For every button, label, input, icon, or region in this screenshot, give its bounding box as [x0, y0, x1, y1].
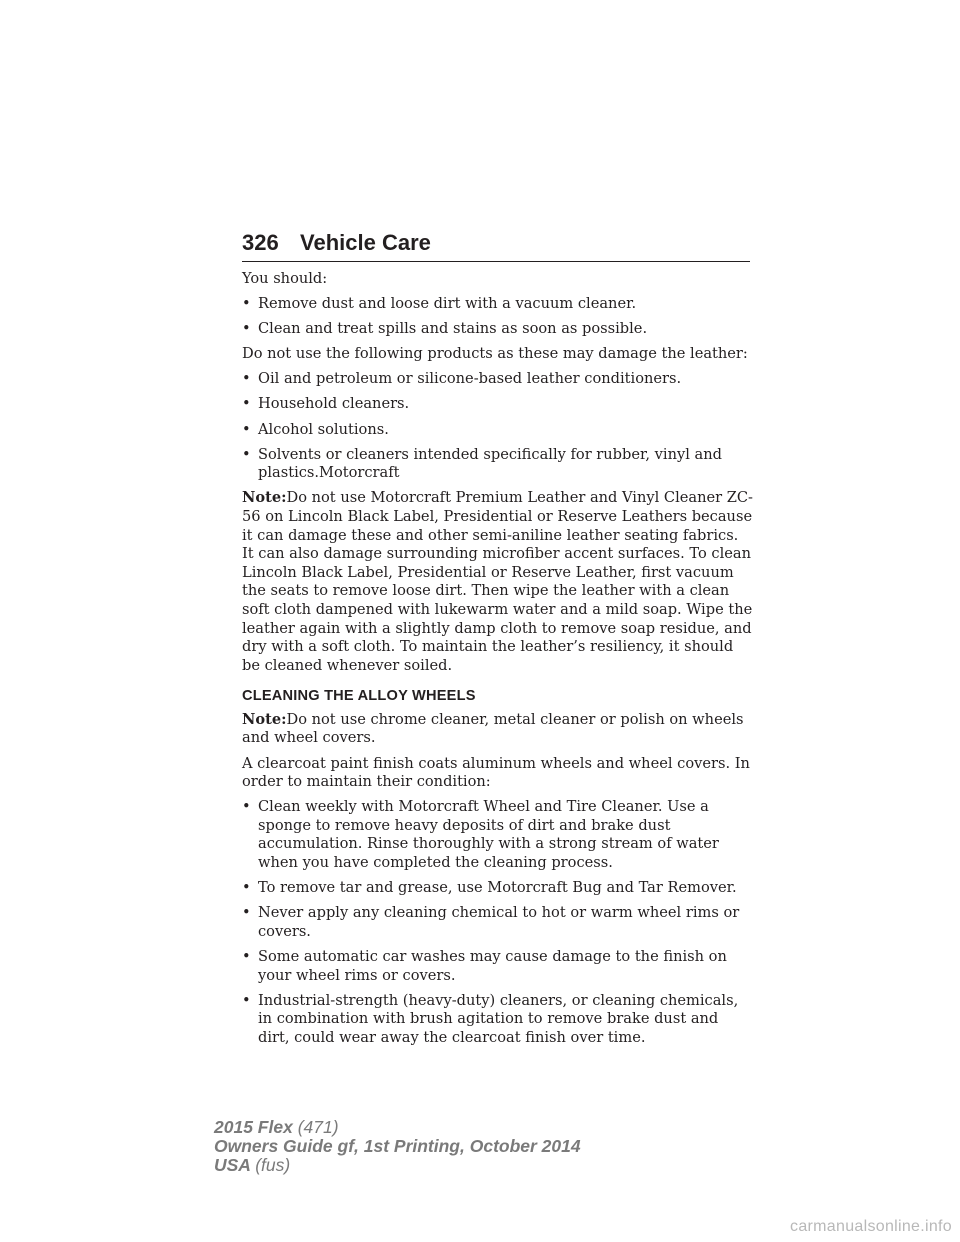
bullet-icon: • — [242, 991, 251, 1009]
list-item — [242, 295, 754, 314]
footer-line-1 — [214, 1118, 581, 1137]
list-item-text: Solvents or cleaners intended specifically for rubber, vinyl and plastics.Motorcraft — [258, 445, 722, 482]
footer-code: (471) — [297, 1117, 339, 1137]
footer-line-2: Owners Guide gf, 1st Printing, October 2014 — [214, 1136, 581, 1156]
intro-text: You should: — [242, 270, 328, 287]
list-item — [242, 904, 754, 941]
wheels-heading: CLEANING THE ALLOY WHEELS — [242, 688, 476, 705]
list-item — [242, 320, 754, 339]
note-text: Do not use chrome cleaner, metal cleaner or polish on wheels and wheel covers. — [242, 710, 744, 747]
list-item-text: Clean and treat spills and stains as soon as possible. — [258, 320, 648, 338]
list-item — [242, 948, 754, 985]
note-label: Note: — [242, 489, 287, 507]
list-item — [242, 370, 754, 389]
list-item — [242, 446, 754, 483]
list-item-text: Clean weekly with Motorcraft Wheel and Tire Cleaner. Use a sponge to remove heavy deposits of dirt and brake dust accumulation. Rinse thoroughly with a strong stream of water when you have completed the cleaning process. — [258, 798, 719, 872]
bullet-icon: • — [242, 395, 251, 413]
do-not-intro: Do not use the following products as these may damage the leather: — [242, 345, 748, 363]
print-footer — [214, 1118, 581, 1175]
bullet-icon: • — [242, 947, 251, 965]
page-header — [242, 229, 750, 262]
note-wheels — [242, 711, 754, 748]
bullet-icon: • — [242, 879, 251, 897]
note-leather — [242, 489, 754, 675]
bullet-icon: • — [242, 370, 251, 388]
clearcoat-text: A clearcoat paint finish coats aluminum wheels and wheel covers. In order to maintain their condition: — [242, 754, 750, 791]
footer-line-3 — [214, 1156, 581, 1175]
list-item — [242, 421, 754, 440]
bullet-icon: • — [242, 420, 251, 438]
section-title: Vehicle Care — [300, 230, 431, 255]
note-text: Do not use Motorcraft Premium Leather and Vinyl Cleaner ZC-56 on Lincoln Black Label, Presidential or Reserve Leathers because it can damage these and other semi-aniline leather seating fabrics. It can also damage surrounding microfiber accent surfaces. To clean Lincoln Black Label, Presidential or Reserve Leather, first vacuum the seats to remove loose dirt. Then wipe the leather with a clean soft cloth dampened with lukewarm water and a mild soap. Wipe the leather again with a slightly damp cloth to remove soap residue, and dry with a soft cloth. To maintain the leather’s resiliency, it should be cleaned whenever soiled. — [242, 489, 753, 674]
list-item — [242, 879, 754, 898]
list-item-text: Oil and petroleum or silicone-based leather conditioners. — [258, 370, 682, 388]
list-item-text: Some automatic car washes may cause damage to the finish on your wheel rims or covers. — [258, 947, 727, 984]
list-item — [242, 992, 754, 1048]
note-label: Note: — [242, 710, 287, 728]
list-item-text: Alcohol solutions. — [258, 420, 389, 438]
footer-model: 2015 Flex — [214, 1117, 293, 1137]
bullet-icon: • — [242, 445, 251, 463]
page-content — [242, 270, 754, 1054]
list-item — [242, 395, 754, 414]
list-item-text: Never apply any cleaning chemical to hot or warm wheel rims or covers. — [258, 904, 740, 940]
list-item — [242, 798, 754, 872]
watermark[interactable]: carmanualsonline.info — [790, 1218, 952, 1235]
list-item-text: Industrial-strength (heavy-duty) cleaners, or cleaning chemicals, in combination with brush agitation to remove brake dust and dirt, could wear away the clearcoat finish over time. — [258, 991, 739, 1046]
bullet-icon: • — [242, 320, 251, 338]
page-number: 326 — [242, 230, 279, 255]
list-item-text: To remove tar and grease, use Motorcraft Bug and Tar Remover. — [258, 879, 737, 897]
list-item-text: Remove dust and loose dirt with a vacuum cleaner. — [258, 295, 637, 313]
bullet-icon: • — [242, 295, 251, 313]
footer-market: USA — [214, 1155, 251, 1175]
bullet-icon: • — [242, 904, 251, 922]
footer-market-code: (fus) — [255, 1155, 291, 1175]
list-item-text: Household cleaners. — [258, 395, 410, 413]
bullet-icon: • — [242, 798, 251, 816]
